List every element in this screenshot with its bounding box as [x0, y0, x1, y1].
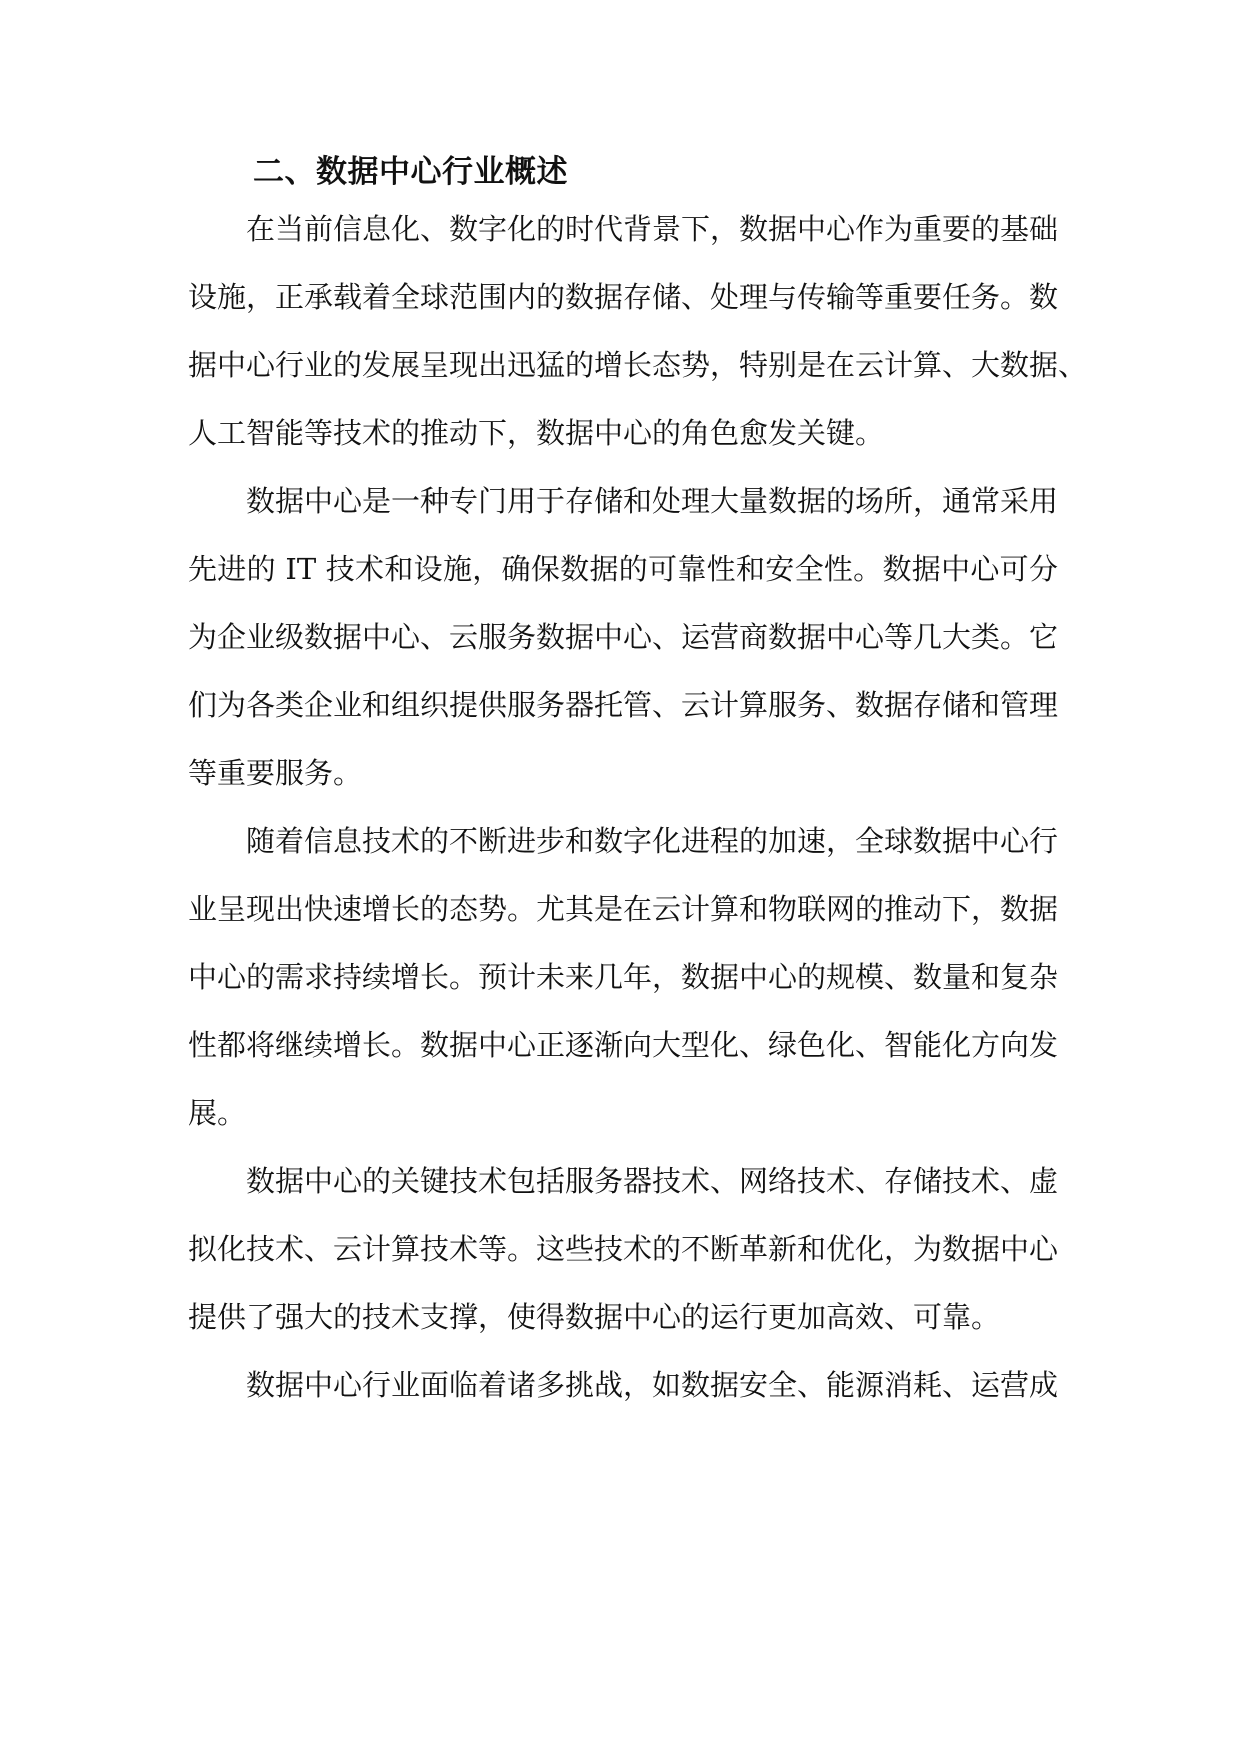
- paragraph-4-line-3: 提供了强大的技术支撑，使得数据中心的运行更加高效、可靠。: [188, 1300, 1001, 1334]
- paragraph-2-line-2: 先进的 IT 技术和设施，确保数据的可靠性和安全性。数据中心可分: [188, 552, 1058, 586]
- paragraph-3-line-4: 性都将继续增长。数据中心正逐渐向大型化、绿色化、智能化方向发: [188, 1028, 1059, 1062]
- paragraph-3-line-1: 随着信息技术的不断进步和数字化进程的加速，全球数据中心行: [246, 824, 1059, 858]
- paragraph-2-line-3: 为企业级数据中心、云服务数据中心、运营商数据中心等几大类。它: [188, 620, 1059, 654]
- paragraph-2-line-4: 们为各类企业和组织提供服务器托管、云计算服务、数据存储和管理: [188, 688, 1059, 722]
- paragraph-3-line-5: 展。: [188, 1096, 247, 1130]
- paragraph-1-line-2: 设施，正承载着全球范围内的数据存储、处理与传输等重要任务。数: [188, 280, 1059, 314]
- section-heading: 二、数据中心行业概述: [253, 154, 568, 190]
- paragraph-3-line-3: 中心的需求持续增长。预计未来几年，数据中心的规模、数量和复杂: [188, 960, 1059, 994]
- paragraph-4-line-1: 数据中心的关键技术包括服务器技术、网络技术、存储技术、虚: [246, 1164, 1059, 1198]
- paragraph-1-line-3: 据中心行业的发展呈现出迅猛的增长态势，特别是在云计算、大数据、: [188, 348, 1088, 382]
- paragraph-2-line-5: 等重要服务。: [188, 756, 363, 790]
- paragraph-2-line-1: 数据中心是一种专门用于存储和处理大量数据的场所，通常采用: [246, 484, 1059, 518]
- paragraph-1-line-4: 人工智能等技术的推动下，数据中心的角色愈发关键。: [188, 416, 885, 450]
- paragraph-4-line-2: 拟化技术、云计算技术等。这些技术的不断革新和优化，为数据中心: [188, 1232, 1059, 1266]
- paragraph-3-line-2: 业呈现出快速增长的态势。尤其是在云计算和物联网的推动下，数据: [188, 892, 1059, 926]
- paragraph-1-line-1: 在当前信息化、数字化的时代背景下，数据中心作为重要的基础: [246, 212, 1059, 246]
- paragraph-5-line-1: 数据中心行业面临着诸多挑战，如数据安全、能源消耗、运营成: [246, 1368, 1059, 1402]
